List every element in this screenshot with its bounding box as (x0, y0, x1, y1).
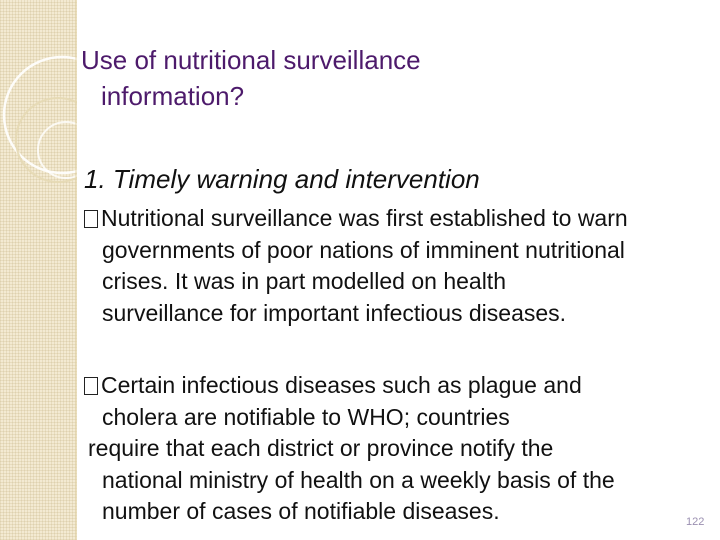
decorative-circles-graphic (0, 0, 77, 540)
bullet-1-line-3: crises. It was in part modelled on health (102, 268, 506, 294)
square-bullet-icon (84, 210, 98, 228)
square-bullet-icon (84, 377, 98, 395)
slide-number: 122 (686, 516, 705, 528)
bullet-1-line-1: Nutritional surveillance was first established to warn (101, 205, 628, 231)
slide-title (81, 42, 701, 114)
bullet-1-first-line (84, 203, 704, 235)
bullet-point-1 (84, 203, 704, 329)
bullet-2-line-3: require that each district or province notify the (88, 435, 554, 461)
bullet-2-first-line (84, 370, 704, 402)
bullet-2-line-5: number of cases of notifiable diseases. (102, 498, 500, 524)
bullet-1-line-2: governments of poor nations of imminent nutritional (102, 236, 625, 263)
bullet-2-line-1: Certain infectious diseases such as plague and (101, 372, 582, 398)
slide-title-line-2: information? (101, 81, 245, 111)
section-subheading: 1. Timely warning and intervention (84, 164, 480, 194)
slide-title-line-1: Use of nutritional surveillance (81, 45, 421, 75)
bullet-point-2 (84, 370, 704, 528)
bullet-2-line-4: national ministry of health on a weekly basis of the (102, 466, 615, 493)
bullet-2-line-2: cholera are notifiable to WHO; countries (102, 403, 510, 430)
bullet-1-line-4: surveillance for important infectious diseases. (102, 299, 567, 326)
decorative-side-band (0, 0, 77, 540)
